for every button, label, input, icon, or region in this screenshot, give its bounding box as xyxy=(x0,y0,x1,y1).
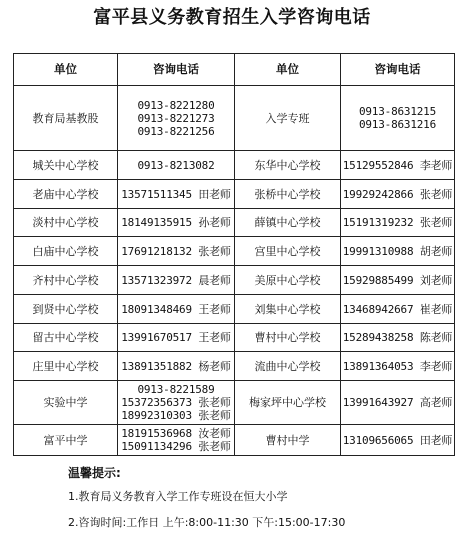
header-phone-right: 咨询电话 xyxy=(341,54,455,86)
phone-number: 15091134296 张老师 xyxy=(121,440,231,453)
unit-name: 城关中心学校 xyxy=(14,151,118,180)
phone-cell: 0913-8213082 xyxy=(118,151,235,180)
phone-number: 0913-8221589 xyxy=(137,383,215,396)
phone-cell: 18091348469 王老师 xyxy=(118,295,235,324)
header-unit-right: 单位 xyxy=(235,54,341,86)
unit-name: 梅家坪中心学校 xyxy=(235,381,341,425)
unit-name: 富平中学 xyxy=(14,425,118,456)
unit-name: 入学专班 xyxy=(235,86,341,151)
phone-cell: 13468942667 崔老师 xyxy=(341,295,455,324)
table-row xyxy=(14,324,455,352)
table-row xyxy=(14,381,455,425)
phone-cell: 13571511345 田老师 xyxy=(118,180,235,209)
unit-name: 流曲中心学校 xyxy=(235,352,341,381)
phone-cell: 18149135915 孙老师 xyxy=(118,209,235,237)
phone-cell xyxy=(341,86,455,151)
note-item: 1.教育局义务教育入学工作专班设在恒大小学 xyxy=(68,490,288,503)
table-row xyxy=(14,151,455,180)
document-title: 富平县义务教育招生入学咨询电话 xyxy=(93,7,371,28)
phone-cell: 15289438258 陈老师 xyxy=(341,324,455,352)
header-phone-left: 咨询电话 xyxy=(118,54,235,86)
unit-name: 到贤中心学校 xyxy=(14,295,118,324)
phone-cell xyxy=(118,425,235,456)
unit-name: 美原中心学校 xyxy=(235,266,341,295)
unit-name: 齐村中心学校 xyxy=(14,266,118,295)
phone-cell xyxy=(118,86,235,151)
table-row xyxy=(14,237,455,266)
unit-name: 留古中心学校 xyxy=(14,324,118,352)
phone-cell: 13991670517 王老师 xyxy=(118,324,235,352)
table-row xyxy=(14,86,455,151)
header-unit-left: 单位 xyxy=(14,54,118,86)
phone-table xyxy=(13,53,455,456)
table-row xyxy=(14,266,455,295)
phone-number: 0913-8221256 xyxy=(137,124,215,138)
unit-name: 庄里中心学校 xyxy=(14,352,118,381)
phone-cell xyxy=(118,381,235,425)
phone-cell: 15191319232 张老师 xyxy=(341,209,455,237)
phone-cell: 15929885499 刘老师 xyxy=(341,266,455,295)
table-row xyxy=(14,180,455,209)
unit-name: 张桥中心学校 xyxy=(235,180,341,209)
unit-name: 刘集中心学校 xyxy=(235,295,341,324)
table-row xyxy=(14,425,455,456)
note-item: 2.咨询时间:工作日 上午:8:00-11:30 下午:15:00-17:30 xyxy=(68,516,346,529)
phone-cell: 15129552846 李老师 xyxy=(341,151,455,180)
unit-name: 实验中学 xyxy=(14,381,118,425)
table-row xyxy=(14,352,455,381)
phone-number: 0913-8221280 xyxy=(137,98,215,112)
phone-cell: 13571323972 晨老师 xyxy=(118,266,235,295)
phone-number: 0913-8631215 xyxy=(358,105,437,118)
unit-name: 曹村中心学校 xyxy=(235,324,341,352)
unit-name: 东华中心学校 xyxy=(235,151,341,180)
phone-number: 15372356373 张老师 xyxy=(121,396,231,409)
phone-cell: 13991643927 高老师 xyxy=(341,381,455,425)
table-row xyxy=(14,295,455,324)
unit-name: 白庙中心学校 xyxy=(14,237,118,266)
unit-name: 教育局基教股 xyxy=(14,86,118,151)
unit-name: 曹村中学 xyxy=(235,425,341,456)
phone-cell: 19991310988 胡老师 xyxy=(341,237,455,266)
unit-name: 老庙中心学校 xyxy=(14,180,118,209)
phone-number: 0913-8631216 xyxy=(358,118,437,131)
unit-name: 淡村中心学校 xyxy=(14,209,118,237)
table-row xyxy=(14,209,455,237)
phone-cell: 17691218132 张老师 xyxy=(118,237,235,266)
phone-cell: 13891364053 李老师 xyxy=(341,352,455,381)
phone-cell: 13109656065 田老师 xyxy=(341,425,455,456)
phone-cell: 19929242866 张老师 xyxy=(341,180,455,209)
unit-name: 宫里中心学校 xyxy=(235,237,341,266)
notes-title: 温馨提示: xyxy=(68,466,121,480)
unit-name: 薛镇中心学校 xyxy=(235,209,341,237)
phone-number: 0913-8221273 xyxy=(137,111,215,125)
table-header-row xyxy=(14,54,455,86)
phone-cell: 13891351882 杨老师 xyxy=(118,352,235,381)
phone-number: 18191536968 汝老师 xyxy=(121,427,231,440)
phone-number: 18992310303 张老师 xyxy=(121,409,231,422)
